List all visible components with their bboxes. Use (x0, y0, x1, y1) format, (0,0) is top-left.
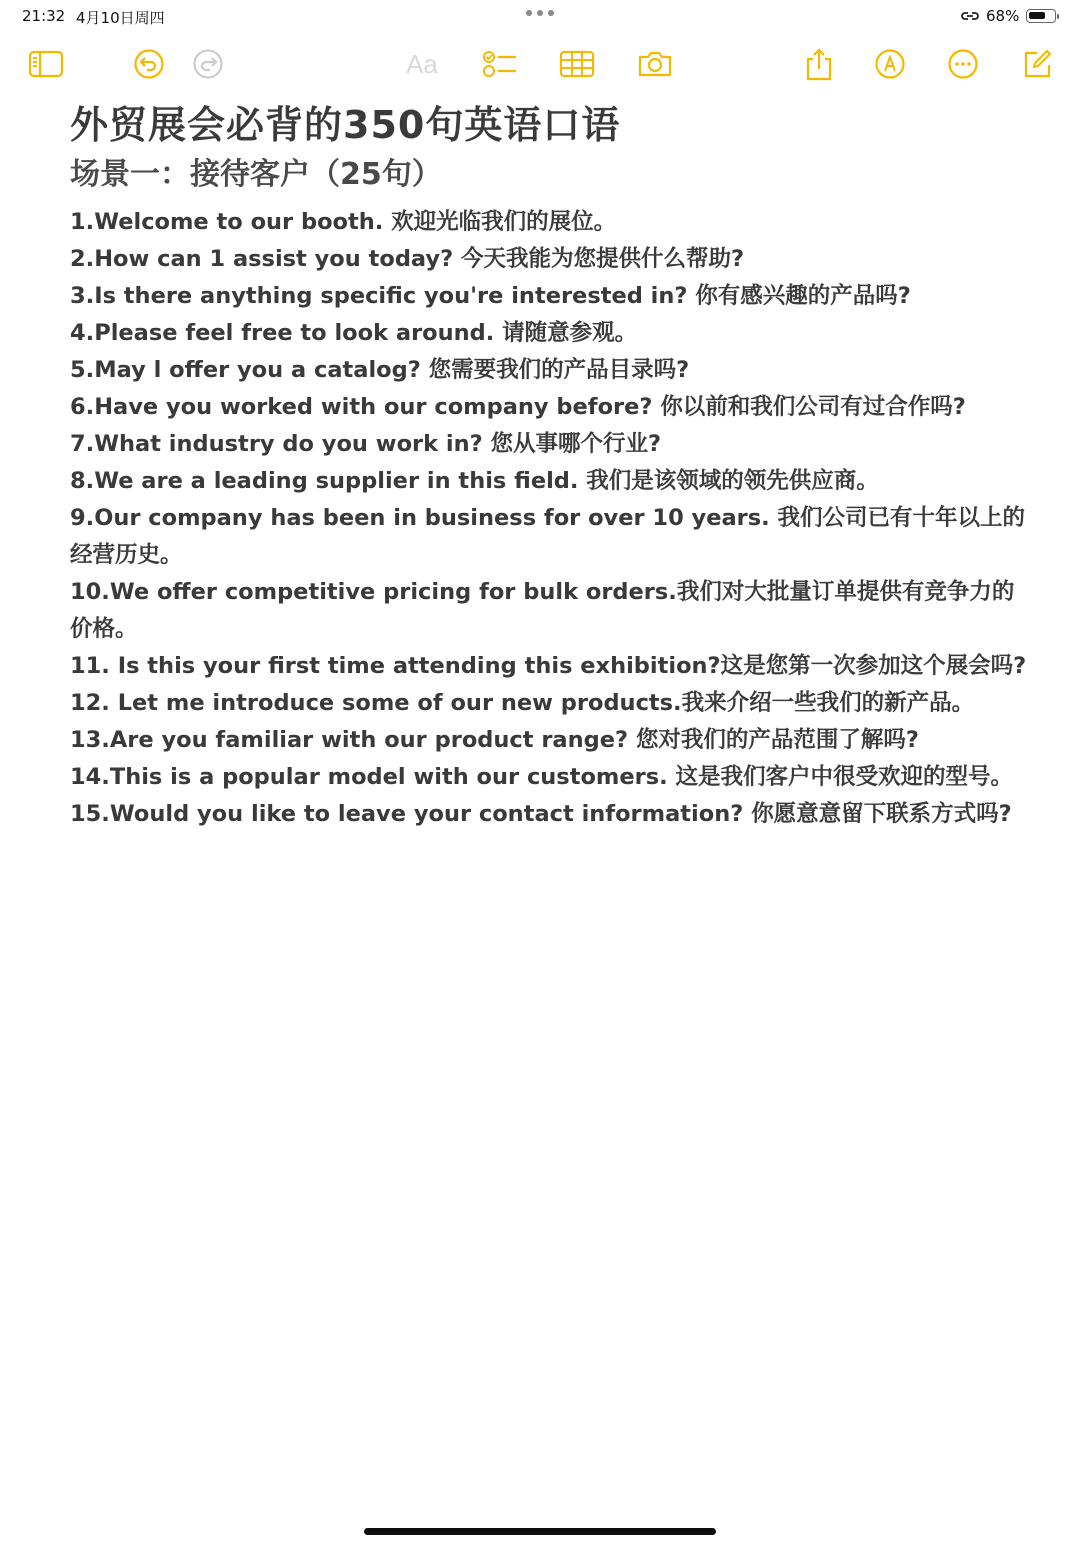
battery-percent: 68% (986, 7, 1020, 25)
phrase-line: 4.Please feel free to look around. 请随意参观。 (70, 320, 638, 346)
phrase-line: 15.Would you like to leave your contact information? 你愿意意留下联系方式吗? (70, 801, 1012, 827)
phrase-line: 8.We are a leading supplier in this field. 我们是该领域的领先供应商。 (70, 468, 879, 494)
phrase-line: 14.This is a popular model with our customers. 这是我们客户中很受欢迎的型号。 (70, 764, 1013, 790)
phrase-line: 6.Have you worked with our company before? 你以前和我们公司有过合作吗? (70, 394, 966, 420)
notes-toolbar (0, 40, 1080, 90)
status-time: 21:32 (22, 7, 66, 25)
phrase-line: 9.Our company has been in business for over 10 years. 我们公司已有十年以上的经营历史。 (70, 505, 1026, 568)
status-bar (0, 0, 1080, 32)
multitasking-dots[interactable] (526, 10, 554, 16)
note-body[interactable] (70, 100, 1030, 833)
redo-icon[interactable] (186, 40, 230, 88)
note-subtitle: 场景一：接待客户（25句） (70, 157, 442, 192)
compose-icon[interactable] (1015, 40, 1059, 88)
battery-icon (1026, 9, 1056, 23)
note-title: 外贸展会必背的350句英语口语 (70, 103, 621, 147)
markup-icon[interactable] (868, 40, 912, 88)
phrase-line: 11. Is this your first time attending this exhibition?这是您第一次参加这个展会吗? (70, 653, 1027, 679)
checklist-icon[interactable] (478, 40, 522, 88)
undo-icon[interactable] (127, 40, 171, 88)
more-options-icon[interactable] (941, 40, 985, 88)
link-icon (960, 9, 980, 27)
status-date: 4月10日周四 (76, 9, 165, 27)
home-indicator[interactable] (364, 1528, 716, 1535)
phrase-line: 3.Is there anything specific you're interested in? 你有感兴趣的产品吗? (70, 283, 911, 309)
phrase-line: 7.What industry do you work in? 您从事哪个行业? (70, 431, 662, 457)
phrase-line: 2.How can 1 assist you today? 今天我能为您提供什么帮助? (70, 246, 745, 272)
phrase-line: 1.Welcome to our booth. 欢迎光临我们的展位。 (70, 209, 617, 235)
phrase-line: 5.May l offer you a catalog? 您需要我们的产品目录吗? (70, 357, 690, 383)
table-icon[interactable] (555, 40, 599, 88)
camera-icon[interactable] (633, 40, 677, 88)
share-icon[interactable] (797, 40, 841, 88)
phrase-line: 10.We offer competitive pricing for bulk orders.我们对大批量订单提供有竞争力的价格。 (70, 579, 1015, 642)
phrase-line: 13.Are you familiar with our product range? 您对我们的产品范围了解吗? (70, 727, 919, 753)
phrase-list (70, 204, 1030, 833)
format-button[interactable]: Aa (406, 48, 438, 79)
phrase-line: 12. Let me introduce some of our new products.我来介绍一些我们的新产品。 (70, 690, 975, 716)
sidebar-toggle-icon[interactable] (24, 40, 68, 88)
